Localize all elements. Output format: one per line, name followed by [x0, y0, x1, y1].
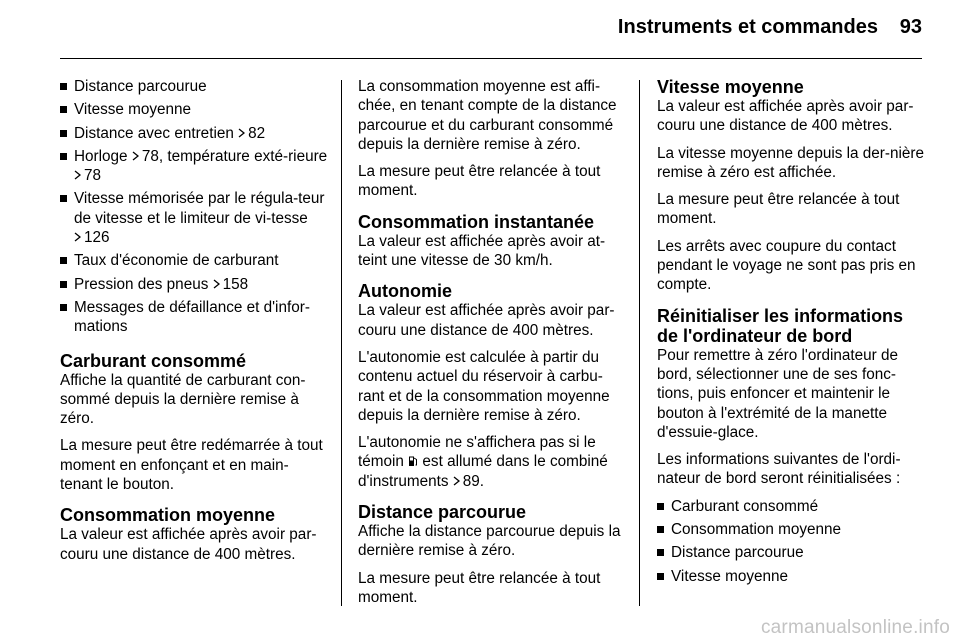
page-reference[interactable]: 158 — [213, 276, 249, 293]
paragraph: La consommation moyenne est affi-chée, en tenant compte de la distance parcourue et du carburant consommé depuis la dernière remise à zéro. — [358, 78, 617, 153]
paragraph: Affiche la distance parcourue depuis la dernière remise à zéro. — [358, 523, 621, 560]
page-reference[interactable]: 78 — [132, 148, 159, 165]
paragraph: La valeur est affichée après avoir par-couru une distance de 400 mètres. — [60, 526, 317, 563]
paragraph: La valeur est affichée après avoir par-couru une distance de 400 mètres. — [657, 98, 914, 135]
list-item: Consommation moyenne — [657, 520, 925, 539]
page-ref-arrow-icon — [132, 151, 139, 161]
paragraph: Les arrêts avec coupure du contact pendant le voyage ne sont pas pris en compte. — [657, 237, 916, 294]
page-reference[interactable]: 126 — [74, 229, 110, 246]
function-list — [60, 77, 328, 337]
list-item: Messages de défaillance et d'infor-mations — [60, 298, 328, 337]
column-divider — [341, 80, 342, 606]
header-rule — [60, 58, 922, 59]
list-item: Pression des pneus 158 — [60, 275, 328, 294]
paragraph: La mesure peut être relancée à tout moment. — [358, 163, 601, 200]
page-ref-arrow-icon — [74, 232, 81, 242]
list-item: Distance avec entretien 82 — [60, 124, 328, 143]
page-reference[interactable]: 89 — [453, 473, 480, 490]
paragraph: La mesure peut être relancée à tout moment. — [657, 191, 900, 228]
page-ref-arrow-icon — [213, 279, 220, 289]
watermark: carmanualsonline.info — [760, 617, 950, 638]
page-ref-arrow-icon — [453, 476, 460, 486]
paragraph: La mesure peut être relancée à tout moment. — [358, 569, 601, 606]
column-2 — [358, 77, 626, 615]
section-title: Instruments et commandes — [617, 16, 878, 38]
section-heading: Consommation instantanée — [358, 211, 595, 232]
list-item: Vitesse moyenne — [657, 567, 925, 586]
column-divider — [639, 80, 640, 606]
list-item: Taux d'économie de carburant — [60, 251, 328, 270]
list-item: Distance parcourue — [657, 543, 925, 562]
list-item: Vitesse mémorisée par le régula-teur de vitesse et le limiteur de vi-tesse 126 — [60, 189, 328, 247]
section-heading: Carburant consommé — [60, 350, 247, 371]
page-reference[interactable]: 82 — [238, 125, 265, 142]
page-ref-arrow-icon — [74, 170, 81, 180]
paragraph: L'autonomie est calculée à partir du contenu actuel du réservoir à carbu-rant et de la consommation moyenne depuis la dernière remise à zéro. — [358, 348, 610, 424]
section-heading: Consommation moyenne — [60, 505, 276, 526]
paragraph: La mesure peut être redémarrée à tout moment en enfonçant et en main-tenant le bouton. — [60, 437, 323, 494]
list-item: Vitesse moyenne — [60, 100, 328, 119]
page-reference[interactable]: 78 — [74, 167, 101, 184]
paragraph: La valeur est affichée après avoir par-couru une distance de 400 mètres. — [358, 302, 615, 339]
section-heading: Vitesse moyenne — [657, 77, 804, 97]
section-heading: Distance parcourue — [358, 502, 527, 523]
paragraph: La vitesse moyenne depuis la der-nière remise à zéro est affichée. — [657, 144, 925, 181]
list-item: Horloge 78, température exté-rieure 78 — [60, 147, 328, 186]
list-item: Carburant consommé — [657, 497, 925, 516]
paragraph: La valeur est affichée après avoir at-teint une vitesse de 30 km/h. — [358, 232, 606, 270]
paragraph: L'autonomie ne s'affichera pas si le témoin est allumé dans le combiné d'instruments 89. — [358, 434, 608, 490]
paragraph: Les informations suivantes de l'ordi-nateur de bord seront réinitialisées : — [657, 451, 901, 488]
paragraph: Affiche la quantité de carburant con-sommé depuis la dernière remise à zéro. — [60, 371, 306, 428]
page-number: 93 — [899, 16, 922, 38]
column-3 — [657, 77, 925, 600]
column-1 — [60, 77, 328, 572]
reset-list — [657, 497, 925, 586]
page-ref-arrow-icon — [238, 128, 245, 138]
section-heading: Réinitialiser les informations de l'ordinateur de bord — [657, 305, 904, 346]
fuel-warning-lamp-icon — [408, 455, 418, 467]
section-heading: Autonomie — [358, 281, 452, 302]
list-item: Distance parcourue — [60, 77, 328, 96]
paragraph: Pour remettre à zéro l'ordinateur de bord, sélectionner une de ses fonc-tions, puis enfoncer et maintenir le bouton à l'extrémité de la manette d'essuie-glace. — [657, 346, 898, 441]
